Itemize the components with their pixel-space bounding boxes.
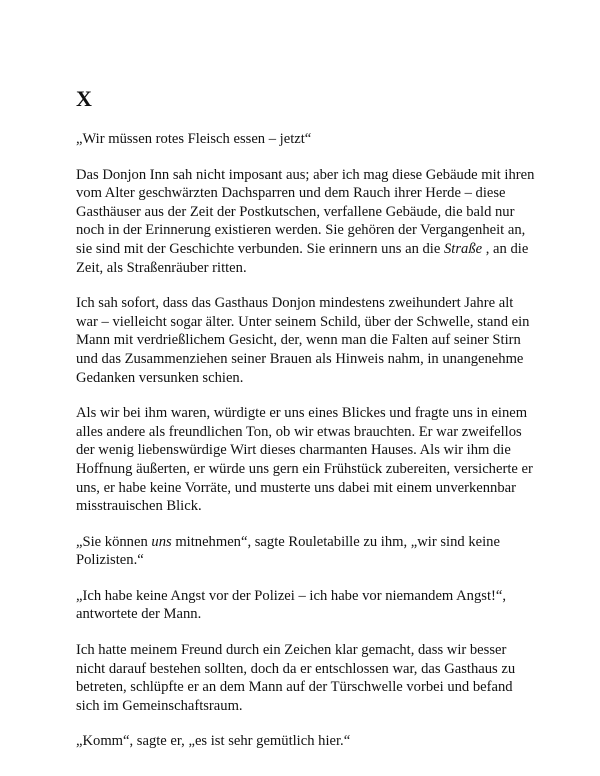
paragraph-2 [76, 166, 536, 278]
paragraph-6: „Ich habe keine Angst vor der Polizei – ich habe vor niemandem Angst!“, antwortete der Mann. [76, 587, 506, 623]
paragraph-5 [76, 533, 536, 570]
chapter-heading: X [76, 86, 92, 111]
paragraph-2-italic: Straße [444, 240, 483, 257]
paragraph-8: „Komm“, sagte er, „es ist sehr gemütlich hier.“ [76, 733, 351, 750]
paragraph-5-text: „Sie können [76, 533, 152, 550]
paragraph-1: „Wir müssen rotes Fleisch essen – jetzt“ [76, 131, 312, 147]
paragraph-5-italic: uns [151, 533, 172, 550]
paragraph-3: Ich sah sofort, dass das Gasthaus Donjon mindestens zweihundert Jahre alt war – vielleicht sogar älter. Unter seinem Schild, über der Schwelle, stand ein Mann mit verdrießlichem Gesicht, der, wenn man die Falten auf seiner Stirn und das Zusammenziehen seiner Brauen als Hinweis nahm, in unangenehme Gedanken versunken schien. [76, 295, 530, 386]
paragraph-2-tail: , an die Zeit, als Straßenräuber ritten. [76, 240, 529, 276]
paragraph-7: Ich hatte meinem Freund durch ein Zeichen klar gemacht, dass wir besser nicht darauf bestehen sollten, doch da er entschlossen war, das Gasthaus zu betreten, schlüpfte er an dem Mann auf der Türschwelle vorbei und befand sich im Gemeinschaftsraum. [76, 642, 516, 714]
paragraph-2-text: Das Donjon Inn sah nicht imposant aus; aber ich mag diese Gebäude mit ihren vom Alter geschwärzten Dachsparren und dem Rauch ihrer Herde – diese Gasthäuser aus der Zeit der Postkutschen, verfallene Gebäude, die bald nur noch in der Erinnerung existieren werden. Sie gehören der Vergangenheit an, sie sind mit der Geschichte verbunden. Sie erinnern uns an die [76, 166, 535, 257]
document-page [76, 86, 536, 768]
paragraph-5-tail: mitnehmen“, sagte Rouletabille zu ihm, „wir sind keine Polizisten.“ [76, 533, 500, 569]
paragraph-4: Als wir bei ihm waren, würdigte er uns eines Blickes und fragte uns in einem alles andere als freundlichen Ton, ob wir etwas brauchten. Er war zweifellos der wenig liebenswürdige Wirt dieses charmanten Hauses. Als wir ihm die Hoffnung äußerten, er würde uns gern ein Frühstück zubereiten, versicherte er uns, er habe keine Vorräte, und musterte uns dabei mit einem unverkennbar misstrauischen Blick. [76, 405, 533, 515]
